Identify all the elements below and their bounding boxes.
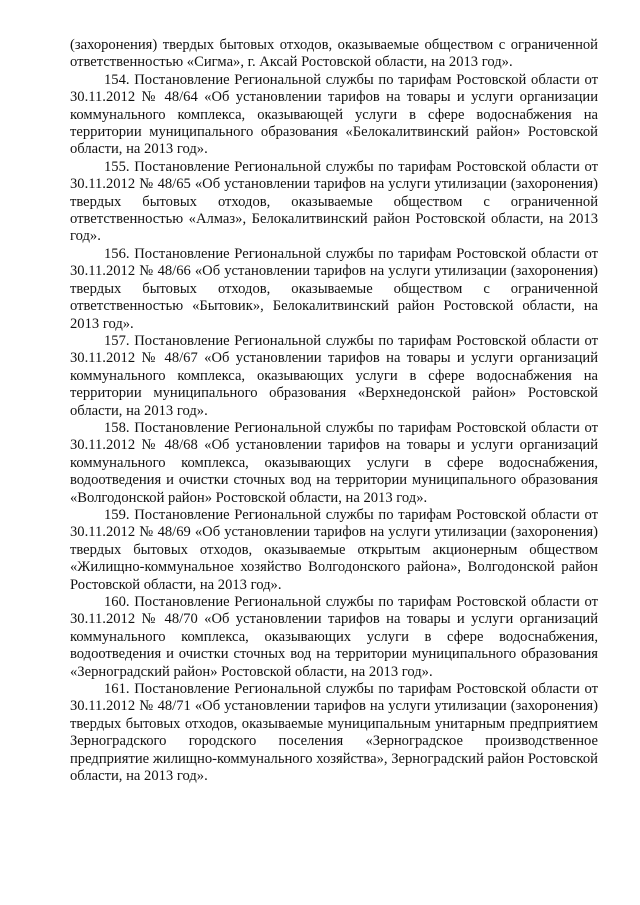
paragraph-item-157: 157. Постановление Региональной службы по тарифам Ростовской области от 30.11.2012 № 48/67 «Об установлении тарифов на товары и услуги организаций коммунального комплекса, оказывающих услуги в сфере водоснабжения на территории муниципального образования «Верхнедонской район» Ростовской области, на 2013 год».	[70, 332, 598, 419]
paragraph-item-158: 158. Постановление Региональной службы по тарифам Ростовской области от 30.11.2012 № 48/68 «Об установлении тарифов на товары и услуги организаций коммунального комплекса, оказывающих услуги в сфере водоснабжения, водоотведения и очистки сточных вод на территории муниципального образования «Волгодонской район» Ростовской области, на 2013 год».	[70, 419, 598, 506]
paragraph-item-154: 154. Постановление Региональной службы по тарифам Ростовской области от 30.11.2012 № 48/64 «Об установлении тарифов на товары и услуги организации коммунального комплекса, оказывающей услуги в сфере водоснабжения на территории муниципального образования «Белокалитвинский район» Ростовской области, на 2013 год».	[70, 71, 598, 158]
paragraph-item-159: 159. Постановление Региональной службы по тарифам Ростовской области от 30.11.2012 № 48/69 «Об установлении тарифов на услуги утилизации (захоронения) твердых бытовых отходов, оказываемые открытым акционерным обществом «Жилищно-коммунальное хозяйство Волгодонского района», Волгодонской район Ростовской области, на 2013 год».	[70, 506, 598, 593]
paragraph-item-155: 155. Постановление Региональной службы по тарифам Ростовской области от 30.11.2012 № 48/65 «Об установлении тарифов на услуги утилизации (захоронения) твердых бытовых отходов, оказываемые обществом с ограниченной ответственностью «Алмаз», Белокалитвинский район Ростовской области, на 2013 год».	[70, 158, 598, 245]
paragraph-continuation: (захоронения) твердых бытовых отходов, оказываемые обществом с ограниченной ответственностью «Сигма», г. Аксай Ростовской области, на 2013 год».	[70, 37, 598, 71]
paragraph-item-161: 161. Постановление Региональной службы по тарифам Ростовской области от 30.11.2012 № 48/71 «Об установлении тарифов на услуги утилизации (захоронения) твердых бытовых отходов, оказываемые муниципальным унитарным предприятием Зерноградского городского поселения «Зерноградское производственное предприятие жилищно-коммунального хозяйства», Зерноградский район Ростовской области, на 2013 год».	[70, 681, 598, 785]
document-page	[70, 37, 598, 785]
paragraph-item-156: 156. Постановление Региональной службы по тарифам Ростовской области от 30.11.2012 № 48/66 «Об установлении тарифов на услуги утилизации (захоронения) твердых бытовых отходов, оказываемые обществом с ограниченной ответственностью «Бытовик», Белокалитвинский район Ростовской области, на 2013 год».	[70, 245, 598, 332]
paragraph-item-160: 160. Постановление Региональной службы по тарифам Ростовской области от 30.11.2012 № 48/70 «Об установлении тарифов на товары и услуги организаций коммунального комплекса, оказывающих услуги в сфере водоснабжения, водоотведения и очистки сточных вод на территории муниципального образования «Зерноградский район» Ростовской области, на 2013 год».	[70, 594, 598, 680]
